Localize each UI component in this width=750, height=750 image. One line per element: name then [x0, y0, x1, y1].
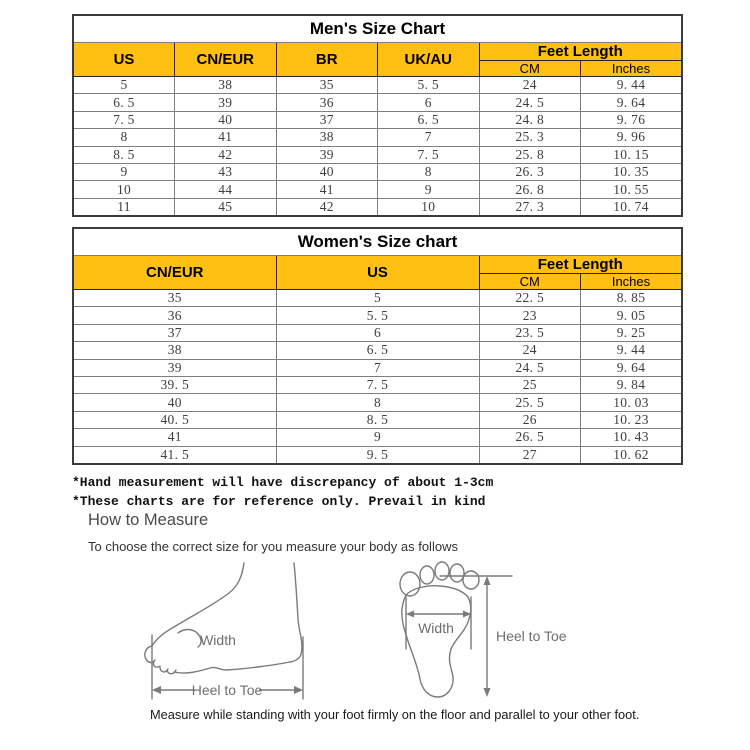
womens-size-row [73, 429, 682, 446]
table-cell-cn-eur: 40 [175, 111, 277, 128]
table-cell-us: 9 [73, 163, 175, 180]
table-cell-us: 7. 5 [276, 376, 479, 393]
table-cell-us: 5 [276, 290, 479, 307]
table-cell-cn-eur: 45 [175, 198, 277, 216]
table-cell-us: 8 [276, 394, 479, 411]
table-cell-inches: 8. 85 [581, 290, 683, 307]
table-cell-us: 11 [73, 198, 175, 216]
table-cell-us: 9 [276, 429, 479, 446]
measurement-note-2: *These charts are for reference only. Prevail in kind [72, 494, 486, 509]
table-cell-br: 41 [276, 181, 378, 198]
mens-column-header-uk-au: UK/AU [378, 43, 480, 77]
table-cell-br: 38 [276, 129, 378, 146]
table-cell-inches: 9. 64 [581, 359, 683, 376]
table-cell-us: 8. 5 [73, 146, 175, 163]
top-view-heel-to-toe-label: Heel to Toe [496, 628, 567, 644]
womens-column-header-cm: CM [479, 274, 581, 290]
table-cell-cm: 24 [479, 77, 581, 94]
table-cell-cm: 27. 3 [479, 198, 581, 216]
table-cell-inches: 9. 64 [581, 94, 683, 111]
womens-column-header-inches: Inches [581, 274, 683, 290]
mens-size-row [73, 129, 682, 146]
womens-size-row [73, 446, 682, 464]
womens-size-row [73, 359, 682, 376]
womens-size-row [73, 290, 682, 307]
how-to-measure-intro: To choose the correct size for you measure your body as follows [88, 539, 458, 554]
table-cell-cm: 26. 3 [479, 163, 581, 180]
womens-size-chart-table [72, 227, 683, 465]
table-cell-inches: 10. 03 [581, 394, 683, 411]
table-cell-cn-eur: 38 [175, 77, 277, 94]
mens-column-header-cm: CM [479, 61, 581, 77]
side-view-width-label: Width [200, 632, 236, 648]
mens-size-row [73, 77, 682, 94]
top-view-width-label: Width [418, 620, 454, 636]
table-cell-inches: 9. 25 [581, 324, 683, 341]
table-cell-cm: 24. 8 [479, 111, 581, 128]
table-cell-inches: 10. 62 [581, 446, 683, 464]
table-cell-uk-au: 8 [378, 163, 480, 180]
mens-column-header-cn-eur: CN/EUR [175, 43, 277, 77]
table-cell-br: 35 [276, 77, 378, 94]
measurement-note-1: *Hand measurement will have discrepancy of about 1-3cm [72, 475, 494, 490]
mens-size-row [73, 198, 682, 216]
table-cell-cm: 25. 8 [479, 146, 581, 163]
table-cell-us: 5 [73, 77, 175, 94]
table-cell-us: 6. 5 [276, 342, 479, 359]
mens-column-header-us: US [73, 43, 175, 77]
table-cell-inches: 10. 35 [581, 163, 683, 180]
table-cell-us: 7. 5 [73, 111, 175, 128]
womens-size-row [73, 411, 682, 428]
mens-column-header-br: BR [276, 43, 378, 77]
table-cell-br: 39 [276, 146, 378, 163]
mens-chart-title: Men's Size Chart [73, 15, 682, 43]
mens-size-row [73, 163, 682, 180]
table-cell-cn-eur: 44 [175, 181, 277, 198]
womens-size-row [73, 324, 682, 341]
table-cell-cn-eur: 42 [175, 146, 277, 163]
table-cell-inches: 9. 96 [581, 129, 683, 146]
table-cell-cn-eur: 41 [73, 429, 276, 446]
womens-size-row [73, 394, 682, 411]
foot-side-view-diagram [145, 563, 303, 699]
table-cell-cm: 22. 5 [479, 290, 581, 307]
table-cell-br: 42 [276, 198, 378, 216]
mens-size-row [73, 94, 682, 111]
table-cell-cn-eur: 35 [73, 290, 276, 307]
table-cell-inches: 9. 44 [581, 77, 683, 94]
how-to-measure-heading: How to Measure [88, 511, 209, 529]
table-cell-cm: 25 [479, 376, 581, 393]
table-cell-cn-eur: 43 [175, 163, 277, 180]
mens-size-row [73, 146, 682, 163]
table-cell-uk-au: 5. 5 [378, 77, 480, 94]
table-cell-cn-eur: 36 [73, 307, 276, 324]
table-cell-cn-eur: 41. 5 [73, 446, 276, 464]
table-cell-cm: 27 [479, 446, 581, 464]
foot-measurement-diagrams [140, 557, 610, 707]
table-cell-cn-eur: 38 [73, 342, 276, 359]
table-cell-cn-eur: 39. 5 [73, 376, 276, 393]
table-cell-us: 8. 5 [276, 411, 479, 428]
womens-size-row [73, 342, 682, 359]
table-cell-us: 8 [73, 129, 175, 146]
table-cell-us: 9. 5 [276, 446, 479, 464]
table-cell-cm: 25. 3 [479, 129, 581, 146]
measurement-notes [72, 473, 493, 511]
table-cell-inches: 9. 84 [581, 376, 683, 393]
mens-size-row [73, 111, 682, 128]
womens-column-header-cn-eur: CN/EUR [73, 256, 276, 290]
table-cell-us: 5. 5 [276, 307, 479, 324]
table-cell-uk-au: 9 [378, 181, 480, 198]
table-cell-uk-au: 6. 5 [378, 111, 480, 128]
mens-size-chart-table [72, 14, 683, 217]
table-cell-cm: 26 [479, 411, 581, 428]
table-cell-uk-au: 10 [378, 198, 480, 216]
table-cell-cn-eur: 40. 5 [73, 411, 276, 428]
side-view-heel-to-toe-label: Heel to Toe [191, 682, 263, 698]
table-cell-us: 6 [276, 324, 479, 341]
table-cell-cm: 26. 8 [479, 181, 581, 198]
table-cell-inches: 10. 43 [581, 429, 683, 446]
womens-size-row [73, 376, 682, 393]
mens-column-header-feet-length: Feet Length [479, 43, 682, 61]
measure-instruction-footer: Measure while standing with your foot firmly on the floor and parallel to your other foot. [150, 707, 640, 722]
table-cell-uk-au: 7. 5 [378, 146, 480, 163]
table-cell-inches: 9. 76 [581, 111, 683, 128]
table-cell-us: 6. 5 [73, 94, 175, 111]
table-cell-cm: 24 [479, 342, 581, 359]
table-cell-cn-eur: 39 [73, 359, 276, 376]
table-cell-uk-au: 6 [378, 94, 480, 111]
mens-column-header-inches: Inches [581, 61, 683, 77]
table-cell-cm: 25. 5 [479, 394, 581, 411]
table-cell-cn-eur: 37 [73, 324, 276, 341]
table-cell-inches: 10. 55 [581, 181, 683, 198]
womens-chart-title: Women's Size chart [73, 228, 682, 256]
womens-size-row [73, 307, 682, 324]
table-cell-cm: 26. 5 [479, 429, 581, 446]
table-cell-inches: 9. 44 [581, 342, 683, 359]
table-cell-br: 40 [276, 163, 378, 180]
table-cell-inches: 10. 15 [581, 146, 683, 163]
table-cell-cn-eur: 40 [73, 394, 276, 411]
table-cell-us: 10 [73, 181, 175, 198]
table-cell-br: 36 [276, 94, 378, 111]
table-cell-inches: 9. 05 [581, 307, 683, 324]
table-cell-inches: 10. 23 [581, 411, 683, 428]
table-cell-cm: 24. 5 [479, 359, 581, 376]
table-cell-cn-eur: 39 [175, 94, 277, 111]
mens-size-row [73, 181, 682, 198]
table-cell-us: 7 [276, 359, 479, 376]
womens-column-header-us: US [276, 256, 479, 290]
table-cell-inches: 10. 74 [581, 198, 683, 216]
table-cell-cm: 23. 5 [479, 324, 581, 341]
table-cell-cm: 24. 5 [479, 94, 581, 111]
womens-column-header-feet-length: Feet Length [479, 256, 682, 274]
table-cell-cm: 23 [479, 307, 581, 324]
table-cell-uk-au: 7 [378, 129, 480, 146]
table-cell-cn-eur: 41 [175, 129, 277, 146]
table-cell-br: 37 [276, 111, 378, 128]
